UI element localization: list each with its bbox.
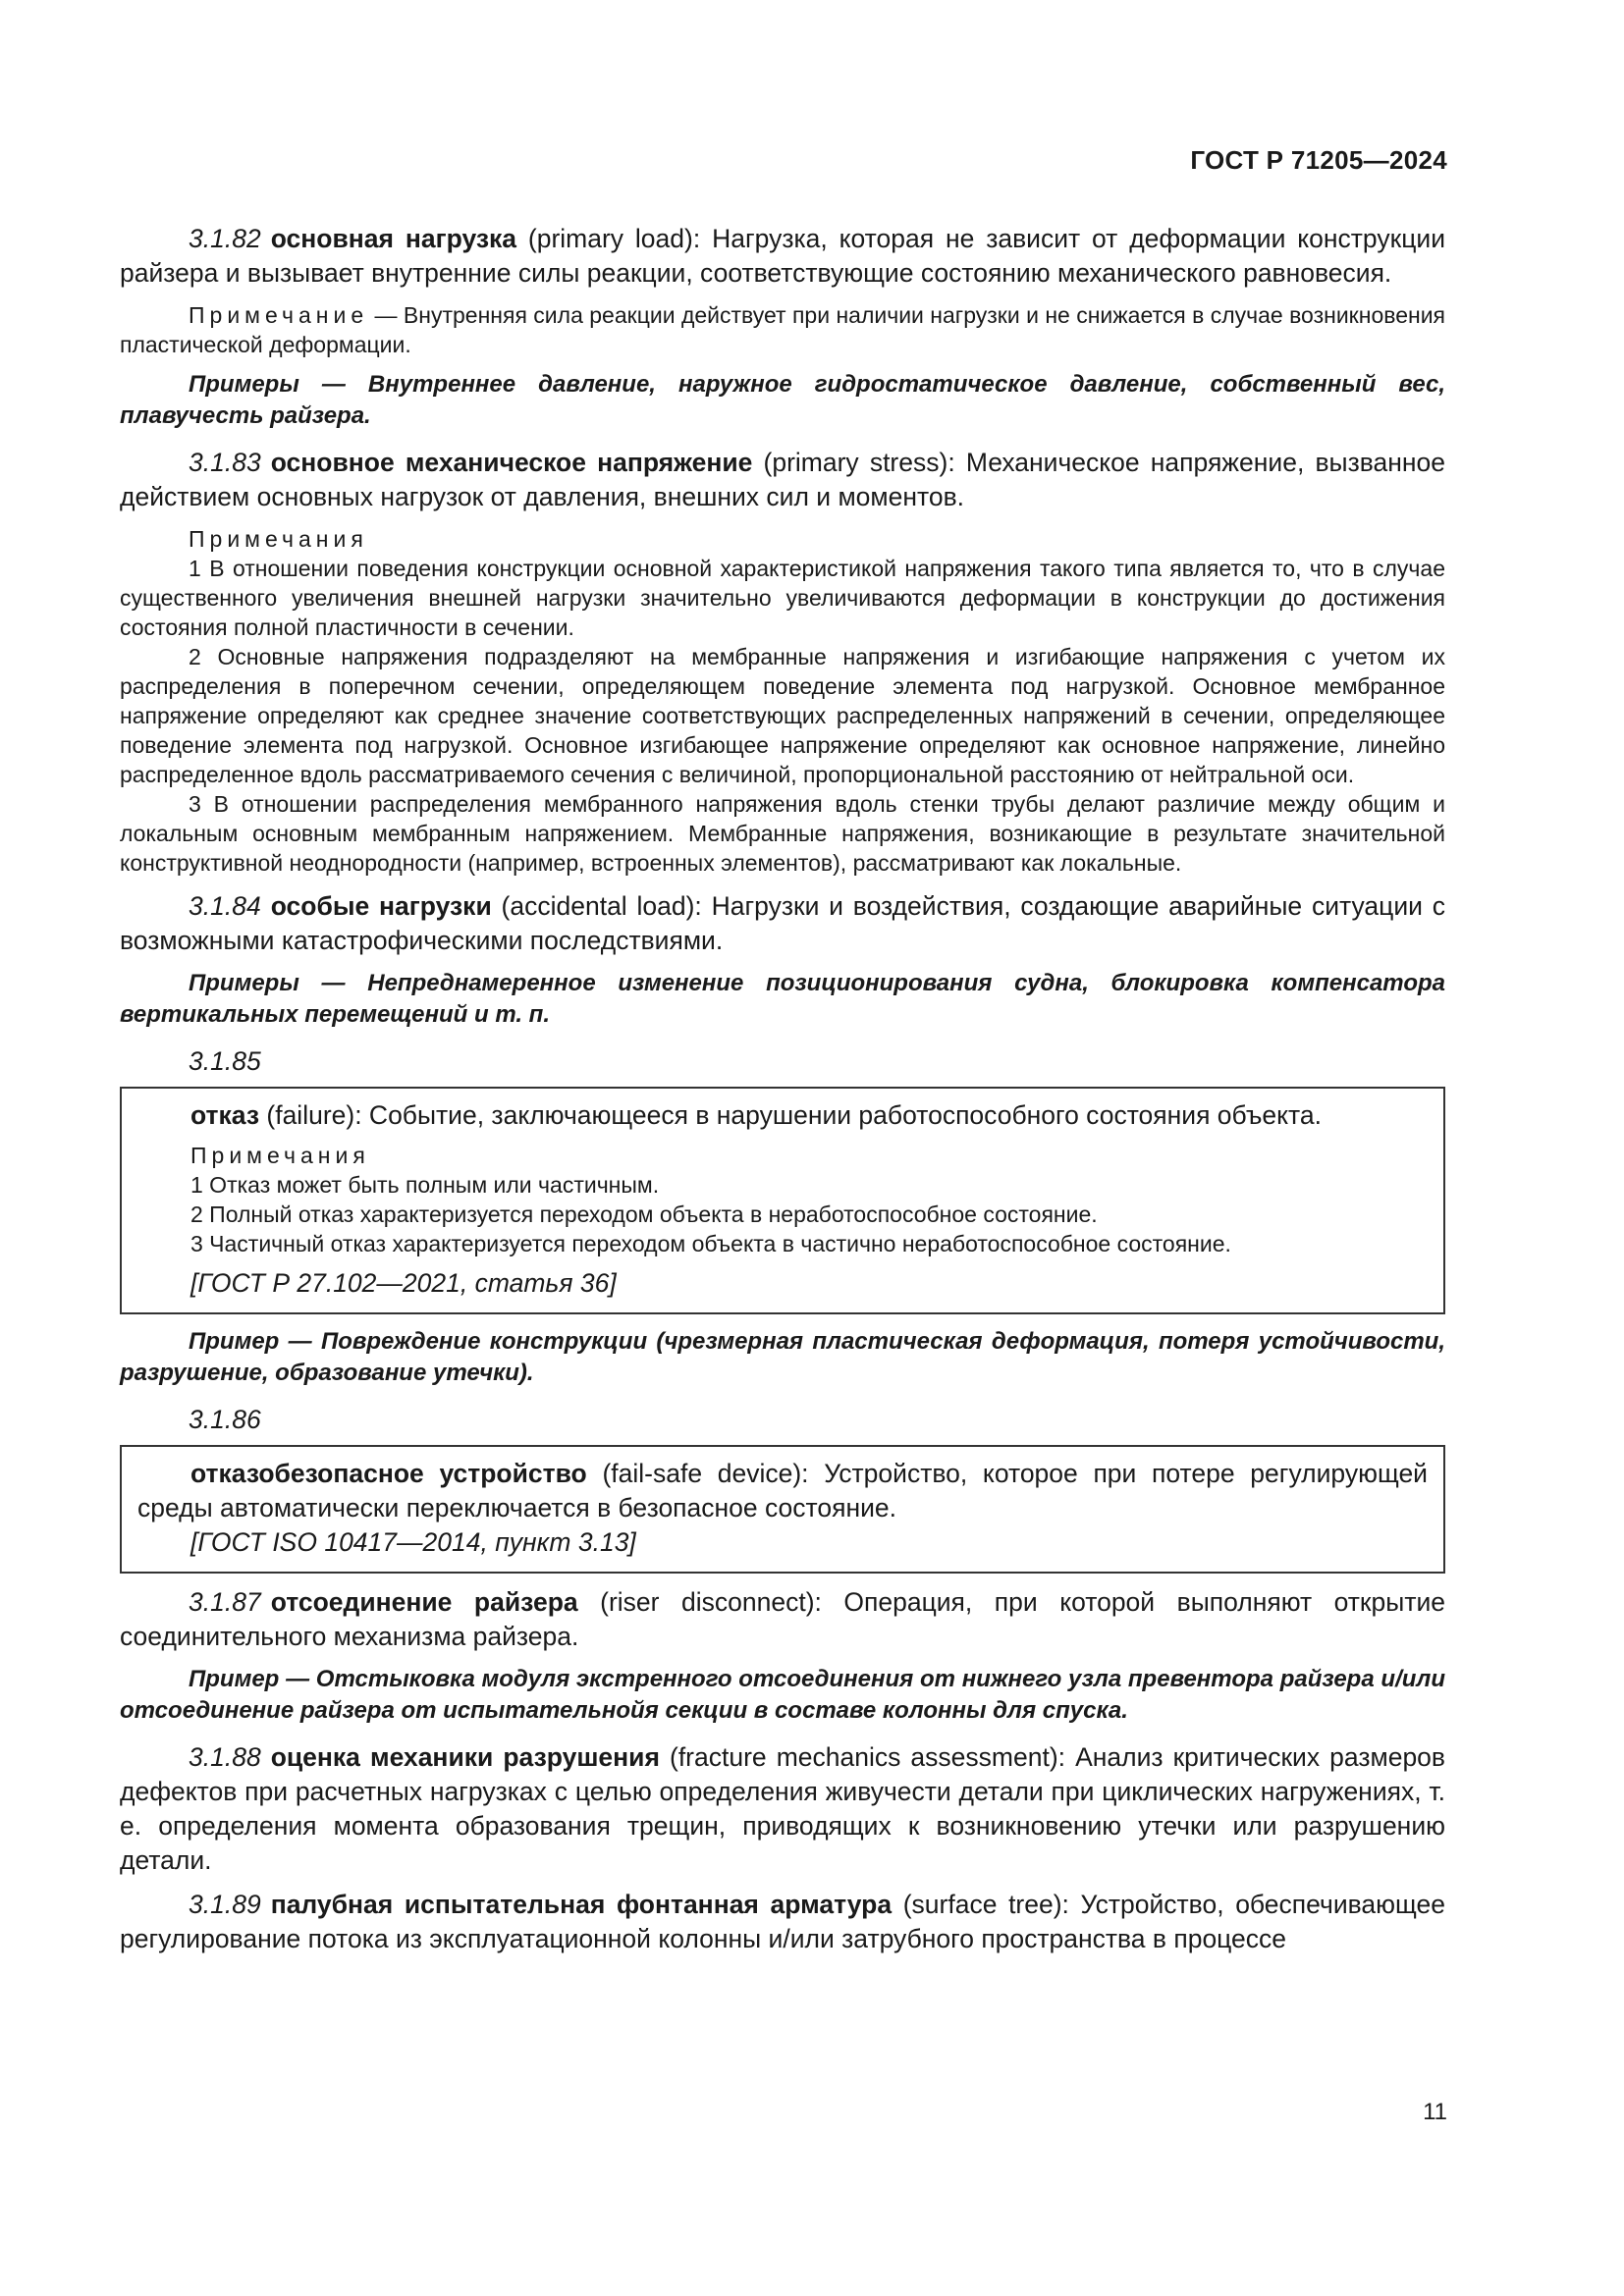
document-id-header: ГОСТ Р 71205—2024 [1190, 145, 1447, 175]
quoted-term-box [120, 1087, 1445, 1314]
notes-label: Примечания [189, 526, 368, 552]
quoted-term-box [120, 1445, 1445, 1574]
term-example: Пример — Повреждение конструкции (чрезмерная пластическая деформация, потеря устойчивости, разрушение, образование утечки). [120, 1328, 1445, 1386]
source-reference: [ГОСТ ISO 10417—2014, пункт 3.13] [190, 1527, 636, 1557]
term-3-1-88 [120, 1740, 1445, 1878]
term-number: 3.1.82 [189, 224, 261, 253]
term-3-1-85 [137, 1098, 1428, 1133]
note-item: 3 Частичный отказ характеризуется переходом объекта в частично неработоспособное состояние. [190, 1231, 1231, 1256]
term-3-1-84 [120, 889, 1445, 958]
term-definition: (riser disconnect): Операция, при которой выполняют открытие соединительного механизма райзера. [120, 1587, 1445, 1651]
note-item: 3 В отношении распределения мембранного напряжения вдоль стенки трубы делают различие между общим и локальным основным мембранным напряжением. Мембранные напряжения, возникающие в результате значительной конструктивной неоднородности (например, встроенных элементов), рассматривают как локальные. [120, 791, 1445, 876]
term-3-1-86 [137, 1457, 1428, 1525]
source-reference: [ГОСТ Р 27.102—2021, статья 36] [190, 1268, 617, 1298]
term-number: 3.1.87 [189, 1587, 261, 1617]
term-definition: (fracture mechanics assessment): Анализ критических размеров дефектов при расчетных нагрузках с целью определения живучести детали при циклических нагружениях, т. е. определения момента образования трещин, приводящих к возникновению утечки или разрушению детали. [120, 1742, 1445, 1875]
note-text: — Внутренняя сила реакции действует при наличии нагрузки и не снижается в случае возникновения пластической деформации. [120, 302, 1445, 357]
note-item: 1 В отношении поведения конструкции основной характеристикой напряжения такого типа является то, что в случае существенного увеличения внешней нагрузки значительно увеличиваются деформации в конструкции до достижения состояния полной пластичности в сечении. [120, 556, 1445, 640]
term-example: Примеры — Внутреннее давление, наружное гидростатическое давление, собственный вес, плавучесть райзера. [120, 371, 1445, 429]
term-definition: (primary load): Нагрузка, которая не зависит от деформации конструкции райзера и вызывает внутренние силы реакции, соответствующие состоянию механического равновесия. [120, 224, 1446, 288]
term-definition: (primary stress): Механическое напряжение, вызванное действием основных нагрузок от давления, внешних сил и моментов. [120, 448, 1445, 511]
term-name: палубная испытательная фонтанная арматура [270, 1890, 893, 1919]
note-label: Примечание [189, 302, 369, 328]
note-item: 1 Отказ может быть полным или частичным. [190, 1172, 660, 1198]
notes-label: Примечания [190, 1143, 370, 1168]
term-definition: (failure): Событие, заключающееся в нарушении работоспособного состояния объекта. [259, 1100, 1322, 1130]
term-3-1-82 [120, 222, 1445, 291]
page-content [120, 222, 1445, 1966]
term-example: Пример — Отстыковка модуля экстренного отсоединения от нижнего узла превентора райзера и/или отсоединение райзера от испытательнойя секции в составе колонны для спуска. [120, 1666, 1445, 1724]
page-number: 11 [1423, 2099, 1447, 2125]
term-name: отказобезопасное устройство [190, 1459, 587, 1488]
term-3-1-89 [120, 1888, 1445, 1956]
term-name: особые нагрузки [270, 891, 492, 921]
term-definition: (fail-safe device): Устройство, которое при потере регулирующей среды автоматически переключается в безопасное состояние. [137, 1459, 1428, 1522]
term-3-1-87 [120, 1585, 1445, 1654]
term-number: 3.1.88 [189, 1742, 261, 1772]
term-example: Примеры — Непреднамеренное изменение позиционирования судна, блокировка компенсатора вертикальных перемещений и т. п. [120, 970, 1445, 1028]
term-name: основная нагрузка [270, 224, 517, 253]
term-number: 3.1.89 [189, 1890, 261, 1919]
term-name: оценка механики разрушения [270, 1742, 660, 1772]
term-name: основное механическое напряжение [270, 448, 753, 477]
term-definition: (accidental load): Нагрузки и воздействия, создающие аварийные ситуации с возможными катастрофическими последствиями. [120, 891, 1445, 955]
term-3-1-83 [120, 446, 1445, 514]
term-number-line: 3.1.85 [189, 1046, 261, 1076]
term-number: 3.1.83 [189, 448, 261, 477]
note-item: 2 Основные напряжения подразделяют на мембранные напряжения и изгибающие напряжения с учетом их распределения в поперечном сечении, определяющем поведение элемента под нагрузкой. Основное мембранное напряжение определяют как среднее значение соответствующих распределенных напряжений в сечении, определяющее поведение элемента под нагрузкой. Основное изгибающее напряжение определяют как основное напряжение, линейно распределенное вдоль рассматриваемого сечения с величиной, пропорциональной расстоянию от нейтральной оси. [120, 644, 1445, 787]
note-item: 2 Полный отказ характеризуется переходом объекта в неработоспособное состояние. [190, 1201, 1098, 1227]
term-name: отказ [190, 1100, 260, 1130]
term-number: 3.1.84 [189, 891, 261, 921]
term-note [120, 300, 1445, 359]
term-definition: (surface tree): Устройство, обеспечивающее регулирование потока из эксплуатационной колонны и/или затрубного пространства в процессе [120, 1890, 1445, 1953]
term-number-line: 3.1.86 [189, 1405, 261, 1434]
term-name: отсоединение райзера [270, 1587, 578, 1617]
